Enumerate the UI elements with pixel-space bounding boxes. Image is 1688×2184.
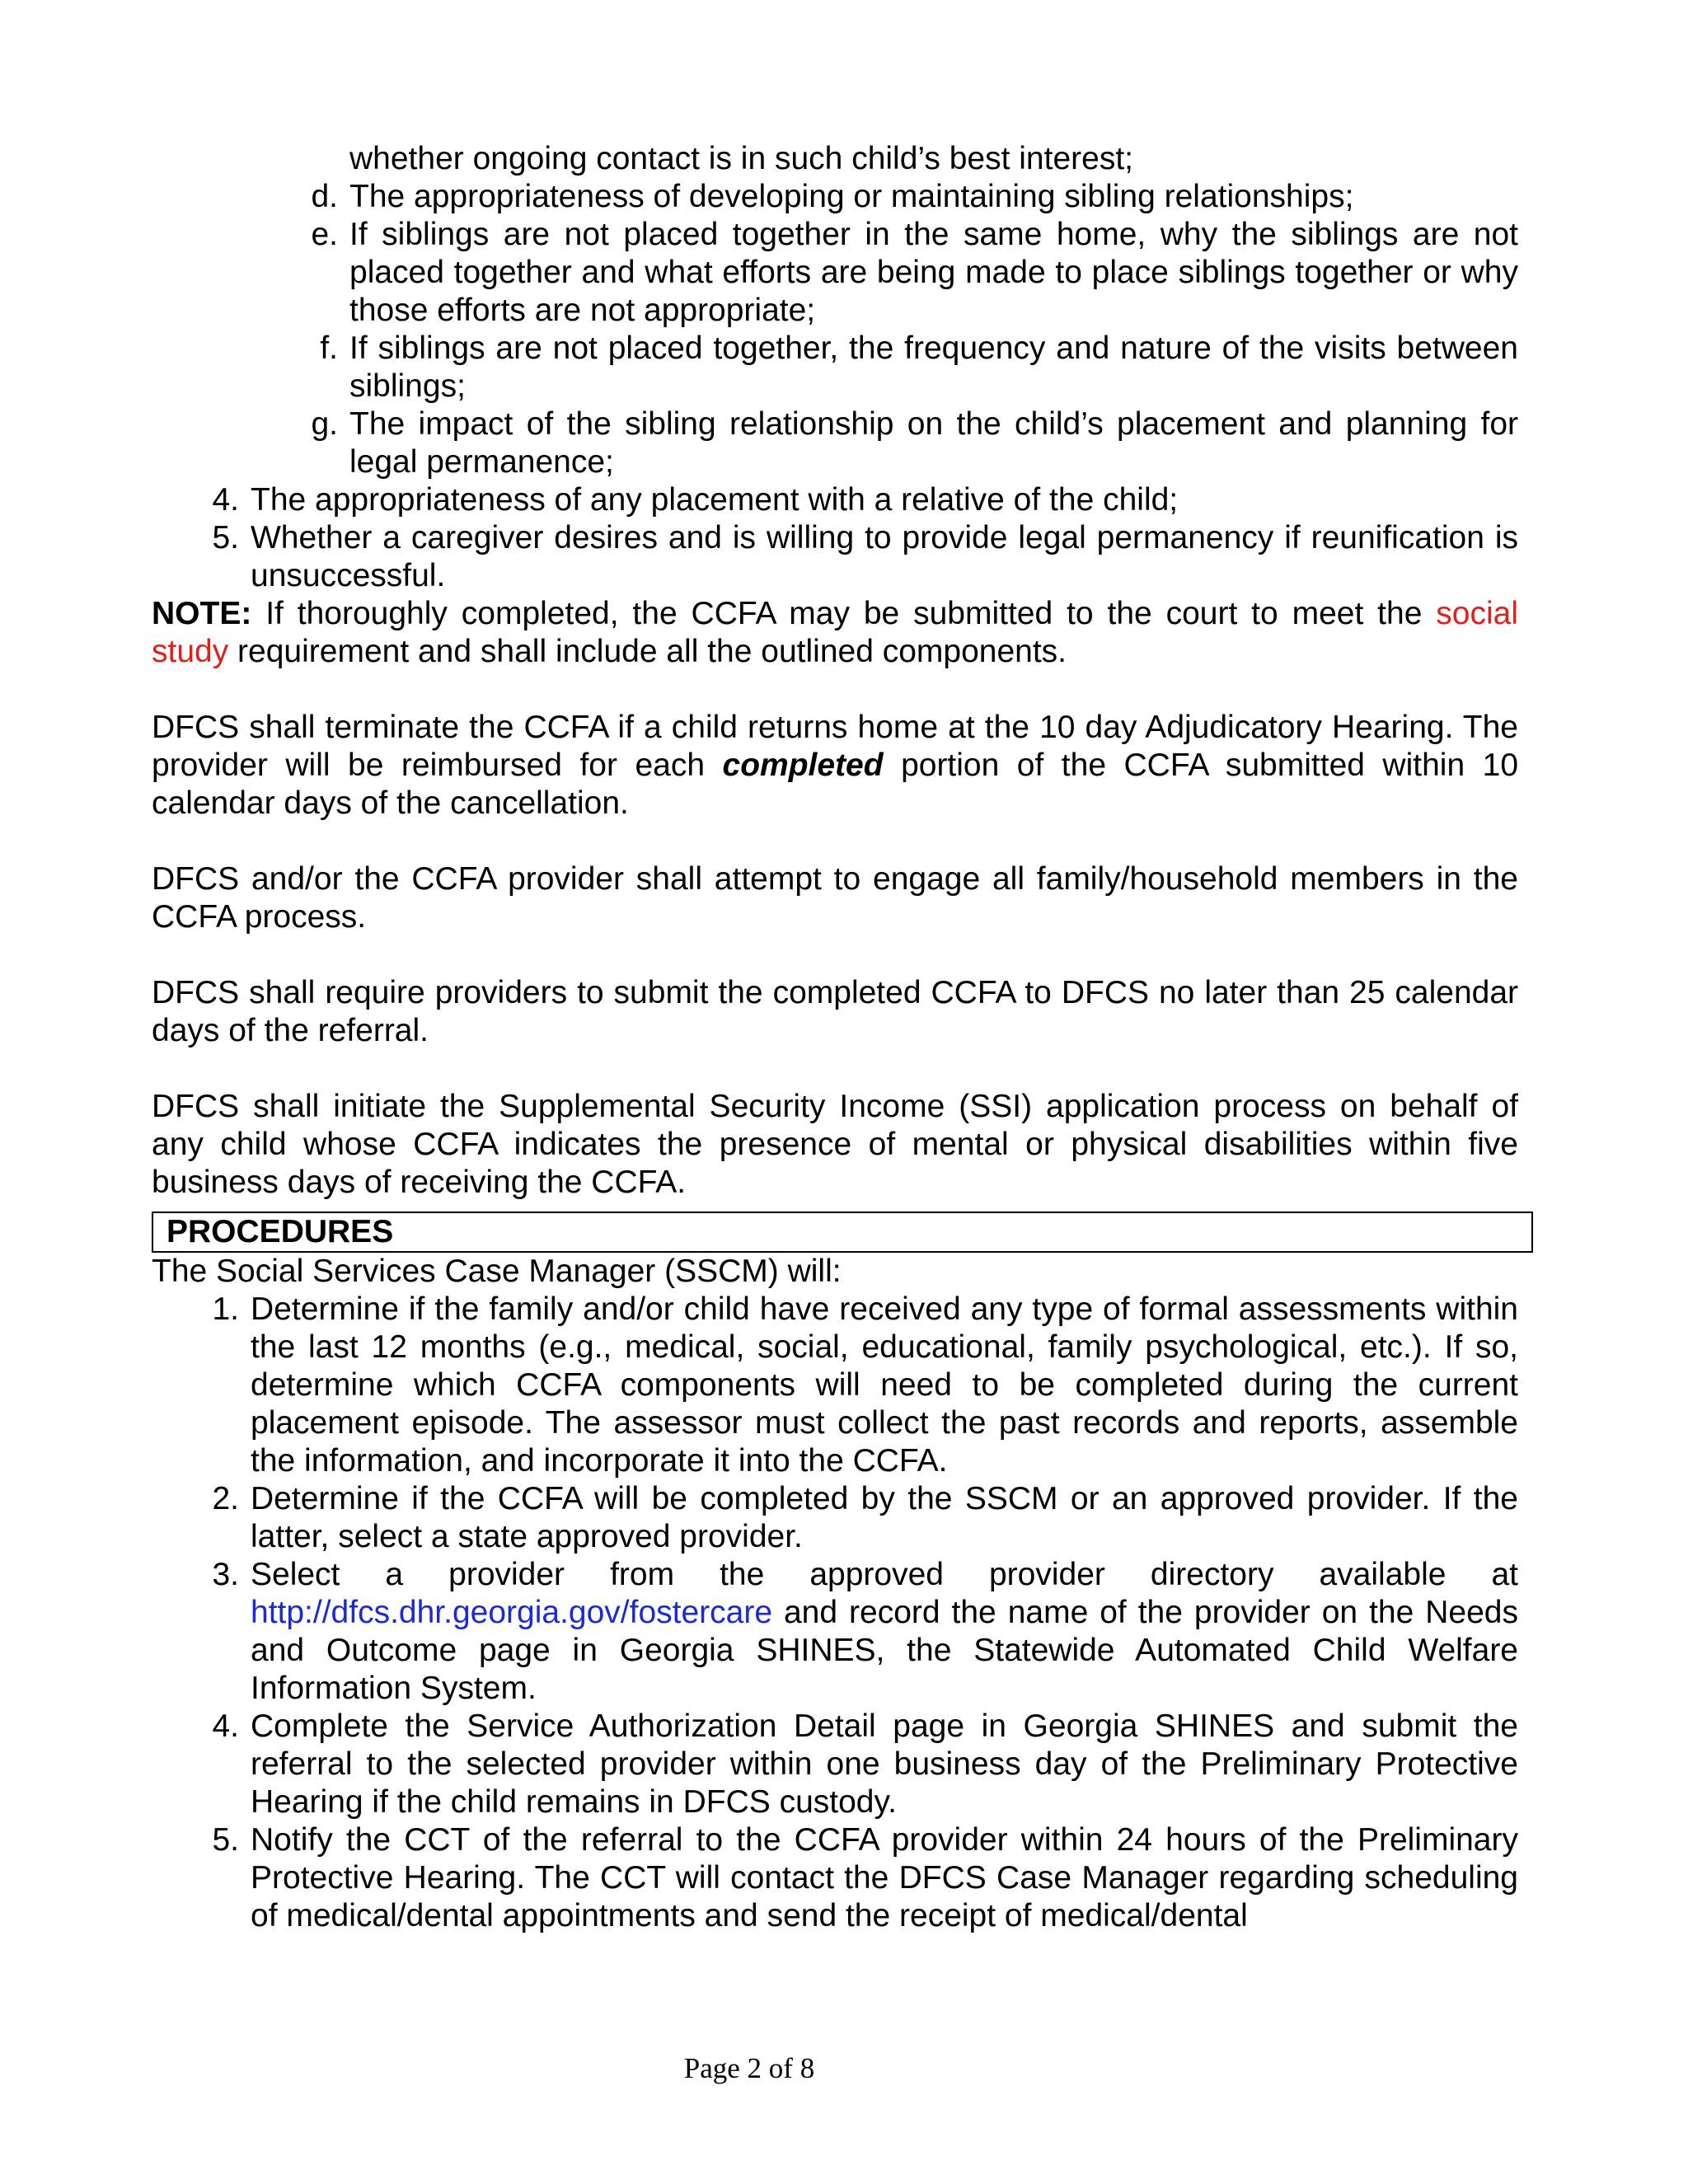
procedures-list — [152, 1291, 1518, 1935]
completed-emphasis: completed — [722, 748, 884, 783]
list-marker: 5. — [212, 1822, 239, 1858]
list-item — [152, 1821, 1518, 1935]
sibling-list — [152, 178, 1518, 481]
list-item — [152, 519, 1518, 595]
page-number: Page 2 of 8 — [683, 2052, 815, 2084]
step3-text-before: Select a provider from the approved provider directory available at — [251, 1557, 1518, 1592]
main-list — [152, 481, 1518, 595]
list-text: If siblings are not placed together in the same home, why the siblings are not placed together and what efforts are being made to place siblings together or why those efforts are not appropriate; — [349, 217, 1518, 328]
step3-text-after: and record the name of the provider on the Needs and Outcome page in Georgia SHINES, the Statewide Automated Child Welfare Information System. — [251, 1595, 1518, 1706]
list-item — [152, 330, 1518, 405]
list-text: Whether a caregiver desires and is willing to provide legal permanency if reunification is unsuccessful. — [251, 520, 1518, 593]
list-marker: 1. — [212, 1291, 239, 1327]
list-item — [152, 1708, 1518, 1821]
list-marker: 4. — [212, 482, 239, 518]
note-text-after: requirement and shall include all the outlined components. — [228, 634, 1067, 669]
list-item — [152, 216, 1518, 330]
list-text: Determine if the CCFA will be completed by the SSCM or an approved provider. If the latter, select a state approved provider. — [251, 1481, 1518, 1554]
list-item — [152, 481, 1518, 519]
terminate-text-after: portion of the CCFA submitted within 10 calendar days of the cancellation. — [152, 748, 1519, 821]
terminate-paragraph — [152, 709, 1518, 823]
list-marker: d. — [311, 179, 338, 214]
note-paragraph — [152, 595, 1518, 671]
list-marker: 4. — [212, 1708, 239, 1744]
list-text: Complete the Service Authorization Detail page in Georgia SHINES and submit the referral to the selected provider within one business day of the Preliminary Protective Hearing if the child remains in DFCS custody. — [251, 1708, 1518, 1820]
social-study-link[interactable]: social study — [152, 596, 1518, 669]
fostercare-link[interactable]: http://dfcs.dhr.georgia.gov/fostercare — [251, 1595, 773, 1630]
list-text: The appropriateness of any placement with a relative of the child; — [251, 482, 1179, 518]
procedures-header: PROCEDURES — [152, 1212, 1533, 1253]
list-marker: 2. — [212, 1481, 239, 1516]
list-text: Notify the CCT of the referral to the CCFA provider within 24 hours of the Preliminary Protective Hearing. The CCT will contact the DFCS Case Manager regarding scheduling of medical/dental appointments and send the receipt of medical/dental — [251, 1822, 1518, 1933]
list-item — [152, 1556, 1518, 1708]
list-marker: 5. — [212, 520, 239, 555]
list-text: The impact of the sibling relationship on the child’s placement and planning for legal permanence; — [349, 406, 1518, 480]
list-marker: f. — [320, 330, 338, 366]
page-content — [152, 140, 1518, 1935]
sibling-continuation: whether ongoing contact is in such child’s best interest; — [349, 141, 1133, 176]
terminate-text-before: DFCS shall terminate the CCFA if a child returns home at the 10 day Adjudicatory Hearing. The provider will be reimbursed for each — [152, 710, 1518, 783]
list-text: Determine if the family and/or child have received any type of formal assessments within the last 12 months (e.g., medical, social, educational, family psychological, etc.). If so, determine which CCFA components will need to be completed during the current placement episode. The assessor must collect the past records and reports, assemble the information, and incorporate it into the CCFA. — [251, 1291, 1518, 1479]
list-text: The appropriateness of developing or maintaining sibling relationships; — [349, 179, 1354, 214]
list-item — [152, 178, 1518, 216]
note-text-before: If thoroughly completed, the CCFA may be submitted to the court to meet the — [251, 596, 1437, 631]
list-text: If siblings are not placed together, the frequency and nature of the visits between siblings; — [349, 330, 1518, 404]
list-item — [152, 1480, 1518, 1556]
list-item — [152, 405, 1518, 481]
engage-paragraph: DFCS and/or the CCFA provider shall attempt to engage all family/household members in the CCFA process. — [152, 861, 1518, 935]
list-text — [251, 1556, 1518, 1708]
submit-paragraph: DFCS shall require providers to submit the completed CCFA to DFCS no later than 25 calendar days of the referral. — [152, 975, 1518, 1048]
list-marker: g. — [311, 406, 338, 442]
list-marker: e. — [311, 217, 338, 252]
procedures-intro: The Social Services Case Manager (SSCM) will: — [152, 1254, 842, 1289]
list-item — [152, 1291, 1518, 1480]
note-label: NOTE: — [152, 596, 252, 631]
list-marker: 3. — [212, 1557, 239, 1592]
ssi-paragraph: DFCS shall initiate the Supplemental Security Income (SSI) application process on behalf of any child whose CCFA indicates the presence of mental or physical disabilities within five business days of receiving the CCFA. — [152, 1089, 1518, 1200]
